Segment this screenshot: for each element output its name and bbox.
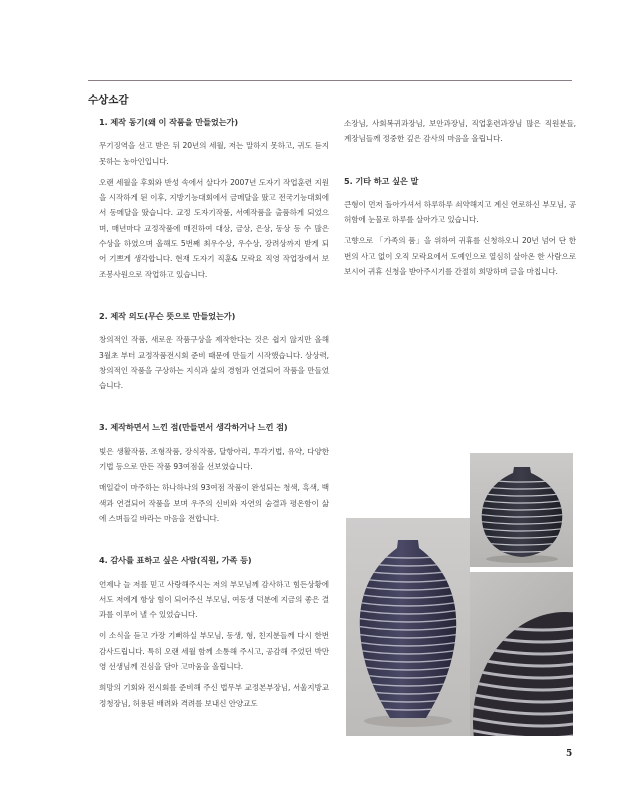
- left-column: [99, 115, 329, 717]
- heading-intent: 2. 제작 의도(무슨 뜻으로 만들었는가): [99, 310, 236, 321]
- paragraph: 이 소식을 듣고 가장 기뻐하실 부모님, 동생, 형, 친지분들께 다시 한번 감사드립니다. 특히 오랜 세월 함께 소통해 주시고, 공감해 주었던 박만영 선생님께 진심을 담아 고마움을 올립니다.: [99, 631, 329, 672]
- vase-photo-closeup: [470, 572, 573, 736]
- paragraph: 오랜 세월을 후회와 반성 속에서 살다가 2007년 도자기 작업훈련 지원을 시작하게 된 이후, 지방기능대회에서 금메달을 땄고 전국기능대회에서 동메달을 땄습니다. 교정 도자기작품, 서예작품을 출품하게 되었으며, 매년마다 교정작품에 매진하여 대상, 금상, 은상, 동상 등 수 많은 수상을 하였으며 올해도 5번째 최우수상, 우수상, 장려상까지 받게 되어 기쁘게 생각합니다. 현재 도자기 직훈& 모락요 직영 작업장에서 보조봉사원으로 작업하고 있습니다.: [99, 177, 329, 279]
- heading-closing: 5. 기타 하고 싶은 말: [344, 175, 419, 186]
- heading-motivation: 1. 제작 동기(왜 이 작품을 만들었는가): [99, 117, 238, 127]
- paragraph: 고향으로 「가족의 품」을 위하여 귀휴를 신청하오니 20년 넘어 단 한번의 사고 없이 오직 모락요에서 도예인으로 열심히 살아온 한 사람으로 보시어 귀휴 신청을 받아주시기를 간절히 희망하며 글을 마칩니다.: [344, 236, 576, 277]
- paragraph: 언제나 늘 저를 믿고 사랑해주시는 저의 부모님께 감사하고 힘든상황에서도 저에게 항상 힘이 되어주신 부모님, 여동생 덕분에 지금의 좋은 결과를 이루어 낼 수 있었습니다.: [99, 579, 329, 620]
- vase-illustration: [346, 518, 470, 736]
- heading-thanks: 4. 감사를 표하고 싶은 사람(직원, 가족 등): [99, 555, 252, 566]
- vase-photo-round: [470, 453, 573, 567]
- paragraph: 빛은 생활작품, 조형작품, 장식작품, 달항아리, 투각기법, 유약, 다양한 기법 등으로 만든 작품 93여점을 선보였습니다.: [99, 446, 329, 472]
- section-title: 수상소감: [88, 94, 129, 106]
- paragraph: 소장님, 사회복귀과장님, 보안과장님, 직업훈련과장님 많은 직원분들, 계장님들께 정중한 깊은 감사의 마음을 올립니다.: [344, 119, 576, 144]
- header-rule: [88, 80, 572, 81]
- heading-impressions: 3. 제작하면서 느낀 점(만들면서 생각하거나 느낀 점): [99, 422, 288, 433]
- vase-illustration: [470, 572, 573, 736]
- vase-illustration: [470, 453, 573, 567]
- paragraph: 큰형이 먼저 돌아가셔서 하루하루 쇠약해지고 계신 연로하신 부모님, 공허함에 눈물로 하루를 살아가고 있습니다.: [344, 199, 576, 225]
- page-number: 5: [566, 749, 573, 759]
- paragraph: 매일같이 마주하는 하나하나의 93여점 작품이 완성되는 청색, 흑색, 백색과 연결되어 작품을 보며 우주의 신비와 자연의 숨결과 평온함이 삶에 스며들길 바라는 마음을 전합니다.: [99, 483, 329, 523]
- right-column: [344, 116, 576, 285]
- paragraph: 무기징역을 선고 받은 뒤 20년의 세월, 저는 말하지 못하고, 귀도 듣지 못하는 농아인입니다.: [99, 141, 329, 166]
- paragraph: 창의적인 작품, 새로운 작품구상을 제작한다는 것은 쉽지 않지만 올해 3월초 부터 교정작품전시회 준비 때문에 만들기 시작했습니다. 상상력, 창의적인 작품을 구상하는 지식과 삶의 경험과 연결되어 작품을 만들었습니다.: [99, 335, 329, 391]
- paragraph: 희망의 기회와 전시회를 준비해 주신 법무부 교정본부장님, 서울지방교정청장님, 허용된 배려와 격려를 보내신 안양교도: [99, 683, 329, 708]
- vase-photo-tall: [346, 518, 470, 736]
